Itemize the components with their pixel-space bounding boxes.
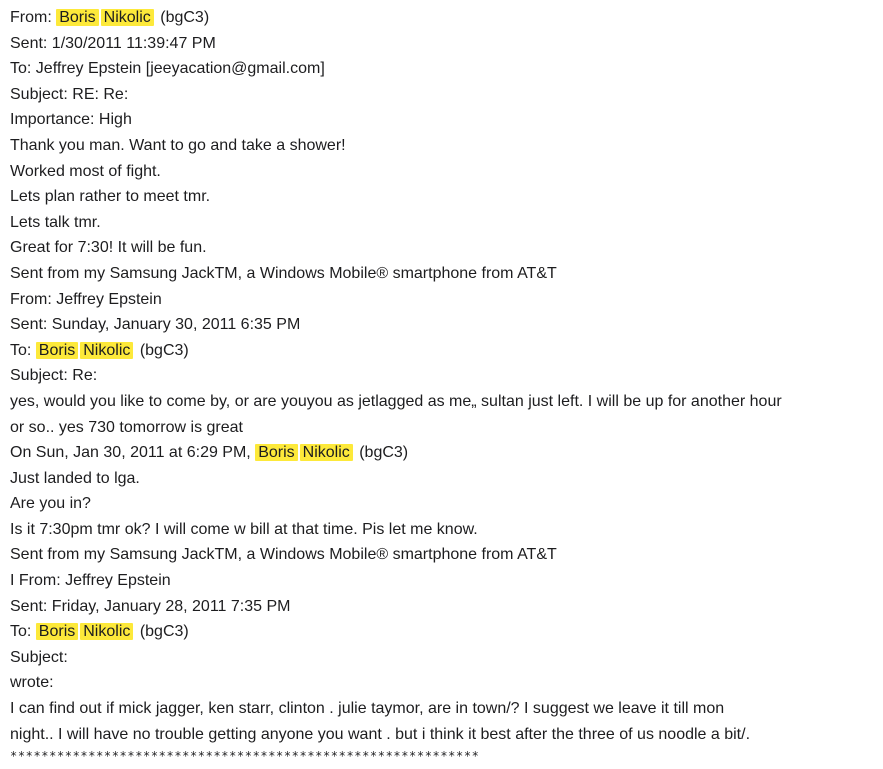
highlighted-name: Boris	[36, 623, 78, 640]
email-line	[10, 210, 870, 236]
highlighted-name: Nikolic	[80, 623, 133, 640]
email-line	[10, 722, 870, 748]
line-text: night.. I will have no trouble getting anyone you want . but i think it best after the three of us noodle a bit/.	[10, 725, 751, 743]
email-line	[10, 31, 870, 57]
line-text: (bgC3)	[155, 9, 210, 26]
email-line	[10, 542, 870, 568]
email-document	[10, 5, 870, 765]
email-line	[10, 159, 870, 185]
email-line	[10, 491, 870, 517]
line-text: Sent: 1/30/2011 11:39:47 PM	[10, 34, 216, 52]
line-text: Subject: Re:	[10, 367, 98, 385]
email-line	[10, 466, 870, 492]
line-text: To:	[10, 341, 36, 359]
email-lines	[10, 5, 870, 747]
email-line	[10, 645, 870, 671]
line-text: Sent: Friday, January 28, 2011 7:35 PM	[10, 597, 291, 615]
email-line	[10, 696, 870, 722]
highlighted-name: Boris	[255, 444, 297, 461]
highlighted-name: Boris	[36, 342, 78, 359]
email-line	[10, 389, 870, 415]
line-text: (bgC3)	[135, 341, 189, 359]
email-line	[10, 107, 870, 133]
email-line	[10, 287, 870, 313]
email-line	[10, 594, 870, 620]
line-text: Just landed to lga.	[10, 469, 140, 487]
line-text: (bgC3)	[135, 623, 189, 641]
line-text: Great for 7:30! It will be fun.	[10, 239, 207, 257]
email-line	[10, 133, 870, 159]
line-text: Is it 7:30pm tmr ok? I will come w bill at that time. Pis let me know.	[10, 520, 478, 538]
email-line	[10, 670, 870, 696]
line-text: Thank you man. Want to go and take a shower!	[10, 136, 346, 154]
line-text: To: Jeffrey Epstein [jeeyacation@gmail.com]	[10, 60, 325, 78]
email-line	[10, 440, 870, 466]
line-text: Subject: RE: Re:	[10, 85, 129, 103]
highlighted-name: Nikolic	[300, 444, 353, 461]
line-text: (bgC3)	[354, 444, 409, 462]
line-text: From:	[10, 9, 57, 26]
line-text: I From: Jeffrey Epstein	[10, 572, 171, 590]
line-text: Lets plan rather to meet tmr.	[10, 188, 211, 206]
email-line	[10, 82, 870, 108]
line-text: yes, would you like to come by, or are youyou as jetlagged as me„ sultan just left. I will be up for another hour	[10, 392, 782, 410]
line-text: Are you in?	[10, 495, 91, 513]
email-line	[10, 312, 870, 338]
highlighted-name: Boris	[56, 9, 98, 26]
email-line	[10, 56, 870, 82]
line-text: Sent from my Samsung JackTM, a Windows Mobile® smartphone from AT&T	[10, 546, 557, 564]
line-text: Importance: High	[10, 111, 132, 129]
email-line	[10, 619, 870, 645]
line-text: On Sun, Jan 30, 2011 at 6:29 PM,	[10, 444, 256, 462]
email-line	[10, 568, 870, 594]
line-text: From: Jeffrey Epstein	[10, 290, 162, 308]
line-text: or so.. yes 730 tomorrow is great	[10, 418, 243, 436]
line-text: To:	[10, 623, 36, 641]
email-line	[10, 338, 870, 364]
line-text: Subject:	[10, 648, 68, 666]
email-line	[10, 363, 870, 389]
highlighted-name: Nikolic	[80, 342, 133, 359]
line-text: I can find out if mick jagger, ken starr, clinton . julie taymor, are in town/? I suggest we leave it till mon	[10, 700, 725, 718]
email-line	[10, 235, 870, 261]
line-text: Sent from my Samsung JackTM, a Windows Mobile® smartphone from AT&T	[10, 264, 557, 282]
line-text: Sent: Sunday, January 30, 2011 6:35 PM	[10, 316, 301, 334]
email-line	[10, 517, 870, 543]
email-line	[10, 415, 870, 441]
separator-line: ************************************************************	[10, 749, 480, 764]
highlighted-name: Nikolic	[101, 9, 154, 26]
line-text: wrote:	[10, 674, 54, 692]
email-line	[10, 5, 870, 31]
email-line	[10, 184, 870, 210]
line-text: Worked most of fight.	[10, 162, 161, 180]
line-text: Lets talk tmr.	[10, 213, 101, 231]
email-line	[10, 261, 870, 287]
